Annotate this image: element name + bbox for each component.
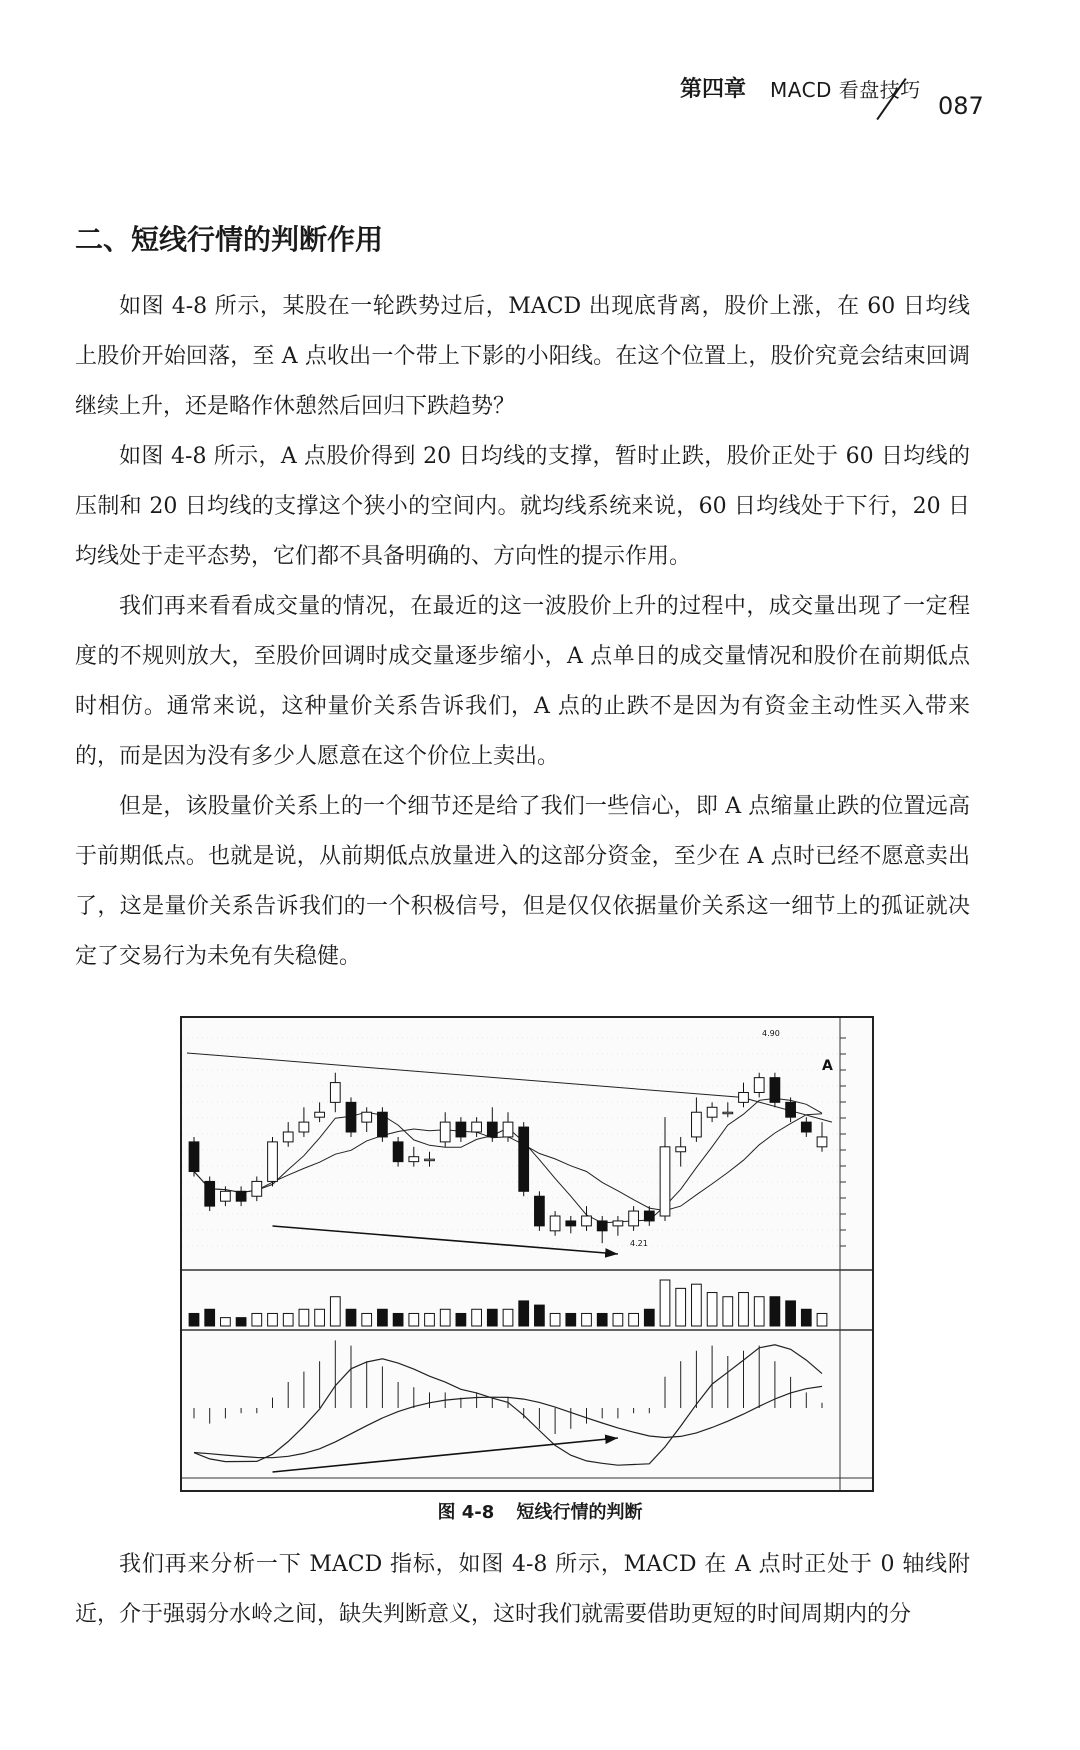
low-price-label: 4.21 xyxy=(630,1239,648,1248)
volume-bar xyxy=(425,1313,435,1326)
volume-bar xyxy=(252,1313,262,1326)
candle-down xyxy=(519,1127,529,1191)
volume-bar xyxy=(739,1293,749,1326)
candle-down xyxy=(378,1112,388,1137)
candlestick-chart xyxy=(182,1018,872,1490)
volume-bar xyxy=(692,1284,702,1326)
running-header xyxy=(680,72,1000,132)
candle-up xyxy=(754,1078,764,1093)
volume-bar xyxy=(362,1313,372,1326)
candle-up xyxy=(425,1159,435,1161)
volume-bar xyxy=(299,1309,309,1326)
volume-bar xyxy=(754,1297,764,1326)
figure-caption xyxy=(0,1498,1080,1524)
candle-down xyxy=(236,1191,246,1201)
volume-bar xyxy=(817,1313,827,1326)
candle-down xyxy=(205,1181,215,1206)
candle-up xyxy=(315,1112,325,1117)
candle-up xyxy=(283,1132,293,1142)
volume-bar xyxy=(315,1309,325,1326)
volume-bar xyxy=(519,1301,529,1326)
body-paragraph: 我们再来分析一下 MACD 指标，如图 4-8 所示，MACD 在 A 点时正处于 0 轴线附近，介于强弱分水岭之间，缺失判断意义，这时我们就需要借助更短的时间周期内的分 xyxy=(75,1552,970,1627)
candle-up xyxy=(299,1122,309,1132)
candle-up xyxy=(472,1122,482,1132)
candle-up xyxy=(330,1083,340,1103)
candle-down xyxy=(346,1102,356,1132)
volume-bar xyxy=(550,1313,560,1326)
volume-bar xyxy=(268,1313,278,1326)
candle-up xyxy=(692,1112,702,1137)
volume-bar xyxy=(801,1309,811,1326)
volume-bar xyxy=(409,1313,419,1326)
page-number: 087 xyxy=(938,92,984,120)
figure-number: 图 4-8 xyxy=(437,1502,495,1523)
volume-bar xyxy=(503,1309,513,1326)
candle-up xyxy=(629,1211,639,1226)
volume-bar xyxy=(440,1309,450,1326)
candle-up xyxy=(252,1181,262,1196)
volume-bar xyxy=(786,1301,796,1326)
candle-up xyxy=(582,1216,592,1226)
volume-bar xyxy=(205,1309,215,1326)
candle-up xyxy=(817,1137,827,1147)
volume-bar xyxy=(393,1313,403,1326)
volume-bar xyxy=(346,1309,356,1326)
candle-up xyxy=(707,1107,717,1117)
body-paragraph: 但是，该股量价关系上的一个细节还是给了我们一些信心，即 A 点缩量止跌的位置远高于前期低点。也就是说，从前期低点放量进入的这部分资金，至少在 A 点时已经不愿意卖出了，这是量价关系告诉我们的一个积极信号，但是仅仅依据量价关系这一细节上的孤证就决定了交易行为未免有失稳健。 xyxy=(75,794,970,969)
candle-down xyxy=(801,1122,811,1132)
volume-bar xyxy=(770,1297,780,1326)
candle-down xyxy=(189,1142,199,1172)
candle-up xyxy=(613,1221,623,1226)
candle-down xyxy=(456,1122,466,1137)
figure-caption-text: 短线行情的判断 xyxy=(516,1502,643,1523)
volume-bar xyxy=(535,1305,545,1326)
volume-bar xyxy=(487,1309,497,1326)
volume-bar xyxy=(330,1297,340,1326)
volume-bar xyxy=(660,1280,670,1326)
volume-bar xyxy=(221,1318,231,1326)
volume-bar xyxy=(236,1318,246,1326)
candle-down xyxy=(535,1196,545,1226)
candle-up xyxy=(268,1142,278,1182)
volume-bar xyxy=(629,1313,639,1326)
chapter-label: 第四章 xyxy=(680,77,747,102)
volume-bar xyxy=(566,1313,576,1326)
volume-bar xyxy=(613,1313,623,1326)
point-a-label: A xyxy=(822,1058,833,1074)
candle-down xyxy=(770,1078,780,1103)
candle-up xyxy=(409,1157,419,1162)
volume-bar xyxy=(189,1313,199,1326)
volume-bar xyxy=(597,1313,607,1326)
candle-down xyxy=(644,1211,654,1221)
body-paragraph: 如图 4-8 所示，某股在一轮跌势过后，MACD 出现底背离，股价上涨，在 60 日均线上股价开始回落，至 A 点收出一个带上下影的小阳线。在这个位置上，股价究竟会结束回调继续上升，还是略作休憩然后回归下跌趋势？ xyxy=(75,294,970,419)
volume-bar xyxy=(723,1297,733,1326)
volume-bar xyxy=(644,1309,654,1326)
candle-down xyxy=(393,1142,403,1162)
candle-down xyxy=(566,1221,576,1226)
candle-up xyxy=(503,1122,513,1137)
volume-bar xyxy=(676,1288,686,1326)
high-price-label: 4.90 xyxy=(762,1029,780,1038)
candle-up xyxy=(660,1147,670,1216)
candle-up xyxy=(362,1112,372,1122)
volume-bar xyxy=(283,1313,293,1326)
volume-bar xyxy=(582,1313,592,1326)
volume-bar xyxy=(707,1293,717,1326)
candle-up xyxy=(440,1122,450,1142)
section-title: 二、短线行情的判断作用 xyxy=(75,223,384,256)
candle-up xyxy=(550,1216,560,1231)
volume-bar xyxy=(378,1309,388,1326)
body-paragraph: 我们再来看看成交量的情况，在最近的这一波股价上升的过程中，成交量出现了一定程度的不规则放大，至股价回调时成交量逐步缩小，A 点单日的成交量情况和股价在前期低点时相仿。通常来说，这种量价关系告诉我们，A 点的止跌不是因为有资金主动性买入带来的，而是因为没有多少人愿意在这个价位上卖出。 xyxy=(75,594,970,769)
candle-down xyxy=(786,1102,796,1117)
candle-up xyxy=(676,1147,686,1152)
candle-up xyxy=(221,1191,231,1201)
candle-up xyxy=(723,1112,733,1114)
volume-bar xyxy=(456,1313,466,1326)
candle-down xyxy=(597,1221,607,1231)
chapter-subtitle: MACD 看盘技巧 xyxy=(770,78,921,102)
body-paragraph: 如图 4-8 所示，A 点股价得到 20 日均线的支撑，暂时止跌，股价正处于 60 日均线的压制和 20 日均线的支撑这个狭小的空间内。就均线系统来说，60 日均线处于下行，20 日均线处于走平态势，它们都不具备明确的、方向性的提示作用。 xyxy=(75,444,970,569)
volume-bar xyxy=(472,1309,482,1326)
stock-chart-figure xyxy=(180,1016,874,1492)
candle-down xyxy=(487,1122,497,1137)
candle-up xyxy=(739,1092,749,1102)
